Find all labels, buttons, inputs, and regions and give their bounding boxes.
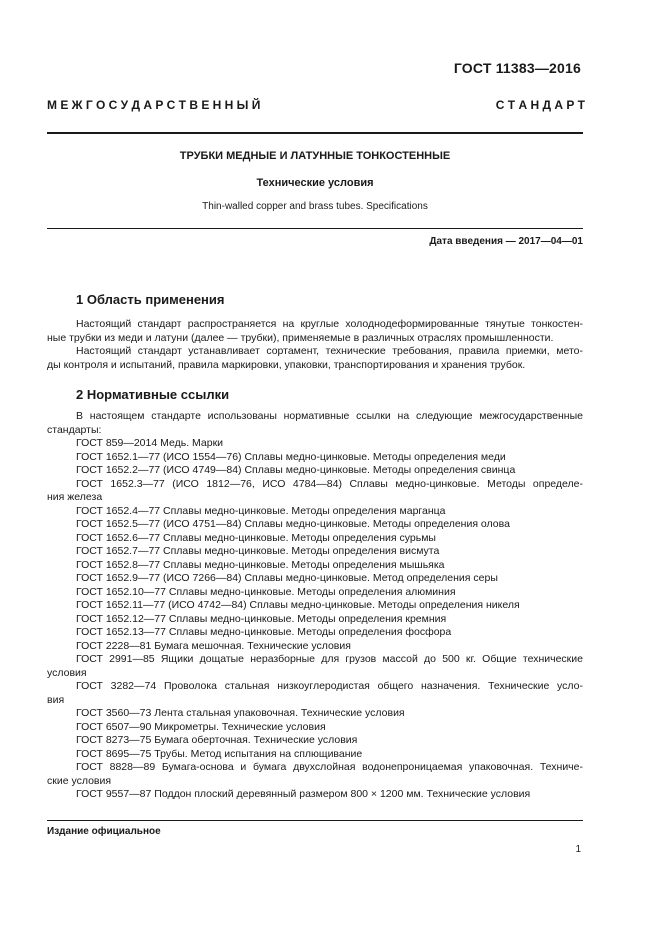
document-code: ГОСТ 11383—2016 [453,60,581,76]
text-line: стандарты: [47,423,102,436]
text-line: ГОСТ 859—2014 Медь. Марки [76,437,224,449]
section-2-body [47,410,583,802]
text-line: ния железа [47,491,103,503]
document-title: ТРУБКИ МЕДНЫЕ И ЛАТУННЫЕ ТОНКОСТЕННЫЕ [179,150,451,162]
standard-type-word-1: М Е Ж Г О С У Д А Р С Т В Е Н Н Ы Й [47,98,261,112]
text-line: ГОСТ 8828—89 Бумага-основа и бумага двухслойная водонепроницаемая упаковочная. Техниче- [76,761,583,773]
text-line: ГОСТ 1652.6—77 Сплавы медно-цинковые. Методы определения сурьмы [76,531,436,544]
text-line: ГОСТ 1652.10—77 Сплавы медно-цинковые. Методы определения алюминия [76,585,456,598]
standard-type-banner [47,98,585,116]
text-line: ГОСТ 1652.9—77 (ИСО 7266—84) Сплавы медно-цинковые. Метод определения серы [76,572,498,584]
text-line: ГОСТ 1652.8—77 Сплавы медно-цинковые. Методы определения мышьяка [76,558,445,571]
text-line: ГОСТ 9557—87 Поддон плоский деревянный размером 800 × 1200 мм. Технические условия [76,788,531,800]
document-subtitle: Технические условия [256,177,374,189]
text-line: ГОСТ 2991—85 Ящики дощатые неразборные для грузов массой до 500 кг. Общие технические [76,653,583,665]
text-line: ГОСТ 1652.11—77 (ИСО 4742—84) Сплавы медно-цинковые. Методы определения никеля [76,599,520,611]
english-title: Thin-walled copper and brass tubes. Specifications [202,201,428,212]
title-divider [47,228,583,229]
text-line: ГОСТ 3282—74 Проволока стальная низкоуглеродистая общего назначения. Технические усло- [76,680,583,692]
footer-divider [47,820,583,821]
text-line: ГОСТ 1652.7—77 Сплавы медно-цинковые. Методы определения висмута [76,545,440,557]
text-line: условия [47,666,87,679]
text-line: ГОСТ 8273—75 Бумага оберточная. Технические условия [76,734,358,746]
text-line: вия [47,693,65,706]
standard-type-word-2: С Т А Н Д А Р Т [495,98,585,112]
text-line: Настоящий стандарт устанавливает сортамент, технические требования, правила приемки, мето- [76,345,583,357]
text-line: ГОСТ 1652.1—77 (ИСО 1554—76) Сплавы медно-цинковые. Методы определения меди [76,450,506,463]
text-line: Настоящий стандарт распространяется на круглые холоднодеформированные тянутые тонкостен- [76,318,583,330]
text-line: ские условия [47,774,112,787]
text-line: ГОСТ 6507—90 Микрометры. Технические условия [76,720,326,733]
section-2-heading: 2 Нормативные ссылки [76,387,230,402]
section-1-heading: 1 Область применения [76,292,225,307]
text-line: ные трубки из меди и латуни (далее — трубки), применяемые в различных отраслях промышленности. [47,331,554,344]
page-number: 1 [575,844,581,855]
text-line: ГОСТ 1652.2—77 (ИСО 4749—84) Сплавы медно-цинковые. Методы определения свинца [76,464,516,476]
section-1-body [47,318,583,372]
text-line: ГОСТ 1652.3—77 (ИСО 1812—76, ИСО 4784—84) Сплавы медно-цинковые. Методы определе- [76,477,583,490]
text-line: ГОСТ 1652.13—77 Сплавы медно-цинковые. Методы определения фосфора [76,626,452,638]
text-line: В настоящем стандарте использованы нормативные ссылки на следующие межгосударственные [76,410,583,422]
text-line: ГОСТ 8695—75 Трубы. Метод испытания на сплющивание [76,747,363,760]
header-divider [47,132,583,134]
text-line: ГОСТ 1652.5—77 (ИСО 4751—84) Сплавы медно-цинковые. Методы определения олова [76,518,510,530]
text-line: ГОСТ 1652.4—77 Сплавы медно-цинковые. Методы определения марганца [76,504,446,517]
text-line: ГОСТ 1652.12—77 Сплавы медно-цинковые. Методы определения кремния [76,612,447,625]
text-line: ды контроля и испытаний, правила маркировки, упаковки, транспортирования и хранения трубок. [47,358,526,371]
text-line: ГОСТ 3560—73 Лента стальная упаковочная. Технические условия [76,707,405,719]
text-line: ГОСТ 2228—81 Бумага мешочная. Технические условия [76,639,351,652]
introduction-date: Дата введения — 2017—04—01 [429,236,583,247]
official-edition-label: Издание официальное [47,826,161,837]
